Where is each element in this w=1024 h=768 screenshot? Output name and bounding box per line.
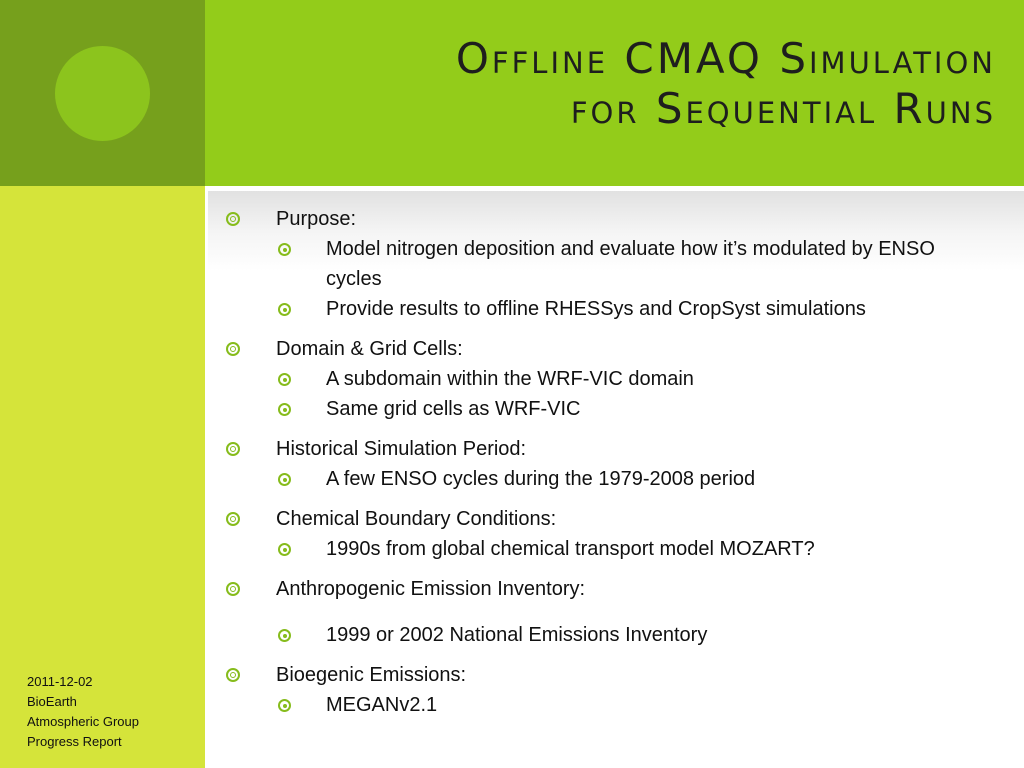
bullet-chemical-boundary-conditions: [224, 504, 1004, 534]
bullet-label: Purpose:: [276, 208, 357, 230]
sub-bullet: [224, 364, 966, 394]
sub-bullet-dot-icon: [278, 243, 291, 256]
bullet-list: [224, 204, 1004, 720]
vertical-divider: [205, 186, 208, 768]
bullet-circle-icon: [226, 582, 240, 596]
sub-bullet-dot-icon: [278, 699, 291, 712]
footer-project: BioEarth: [27, 694, 77, 709]
sub-bullet-dot-icon: [278, 629, 291, 642]
sub-bullet-text: Model nitrogen deposition and evaluate how it’s modulated by ENSO cycles: [326, 238, 935, 290]
sub-bullet-dot-icon: [278, 473, 291, 486]
bullet-circle-icon: [226, 342, 240, 356]
corner-circle-decoration: [55, 46, 150, 141]
footer-report: Progress Report: [27, 734, 122, 749]
sub-bullet-dot-icon: [278, 403, 291, 416]
sub-bullet: [224, 464, 966, 494]
sub-bullet: [224, 534, 966, 564]
sub-bullet-text: A subdomain within the WRF-VIC domain: [326, 368, 694, 390]
sub-bullet-dot-icon: [278, 543, 291, 556]
sub-bullet-text: 1990s from global chemical transport model MOZART?: [326, 538, 815, 560]
sub-bullet-text: Provide results to offline RHESSys and CropSyst simulations: [326, 298, 866, 320]
bullet-circle-icon: [226, 442, 240, 456]
sub-bullet: [224, 394, 966, 424]
bullet-label: Historical Simulation Period:: [276, 438, 527, 460]
corner-block: [0, 0, 205, 186]
sub-bullet-text: Same grid cells as WRF-VIC: [326, 398, 581, 420]
bullet-label: Anthropogenic Emission Inventory:: [276, 578, 586, 600]
bullet-bioegenic-emissions: [224, 660, 1004, 690]
sub-bullet-text: A few ENSO cycles during the 1979-2008 period: [326, 468, 756, 490]
sub-bullet: [224, 294, 966, 324]
bullet-anthropogenic-emission-inventory: [224, 574, 1004, 604]
bullet-circle-icon: [226, 668, 240, 682]
sub-bullet-text: 1999 or 2002 National Emissions Inventory: [326, 624, 708, 646]
slide-title: [236, 34, 996, 134]
bullet-circle-icon: [226, 512, 240, 526]
bullet-domain-grid-cells: [224, 334, 1004, 364]
footer-date: 2011-12-02: [27, 674, 93, 689]
bullet-purpose: [224, 204, 1004, 234]
footer-group: Atmospheric Group: [27, 714, 139, 729]
bullet-label: Bioegenic Emissions:: [276, 664, 467, 686]
bullet-label: Domain & Grid Cells:: [276, 338, 463, 360]
bullet-circle-icon: [226, 212, 240, 226]
sub-bullet: [224, 690, 966, 720]
sub-bullet: [224, 620, 966, 650]
sub-bullet: [224, 234, 966, 294]
sub-bullet-dot-icon: [278, 303, 291, 316]
slide-title-line-1: Offline CMAQ Simulation: [455, 34, 996, 83]
bullet-label: Chemical Boundary Conditions:: [276, 508, 557, 530]
slide-title-line-2: for Sequential Runs: [570, 84, 996, 133]
bullet-historical-simulation-period: [224, 434, 1004, 464]
slide-footer: [27, 672, 202, 752]
sub-bullet-text: MEGANv2.1: [326, 694, 438, 716]
sub-bullet-dot-icon: [278, 373, 291, 386]
